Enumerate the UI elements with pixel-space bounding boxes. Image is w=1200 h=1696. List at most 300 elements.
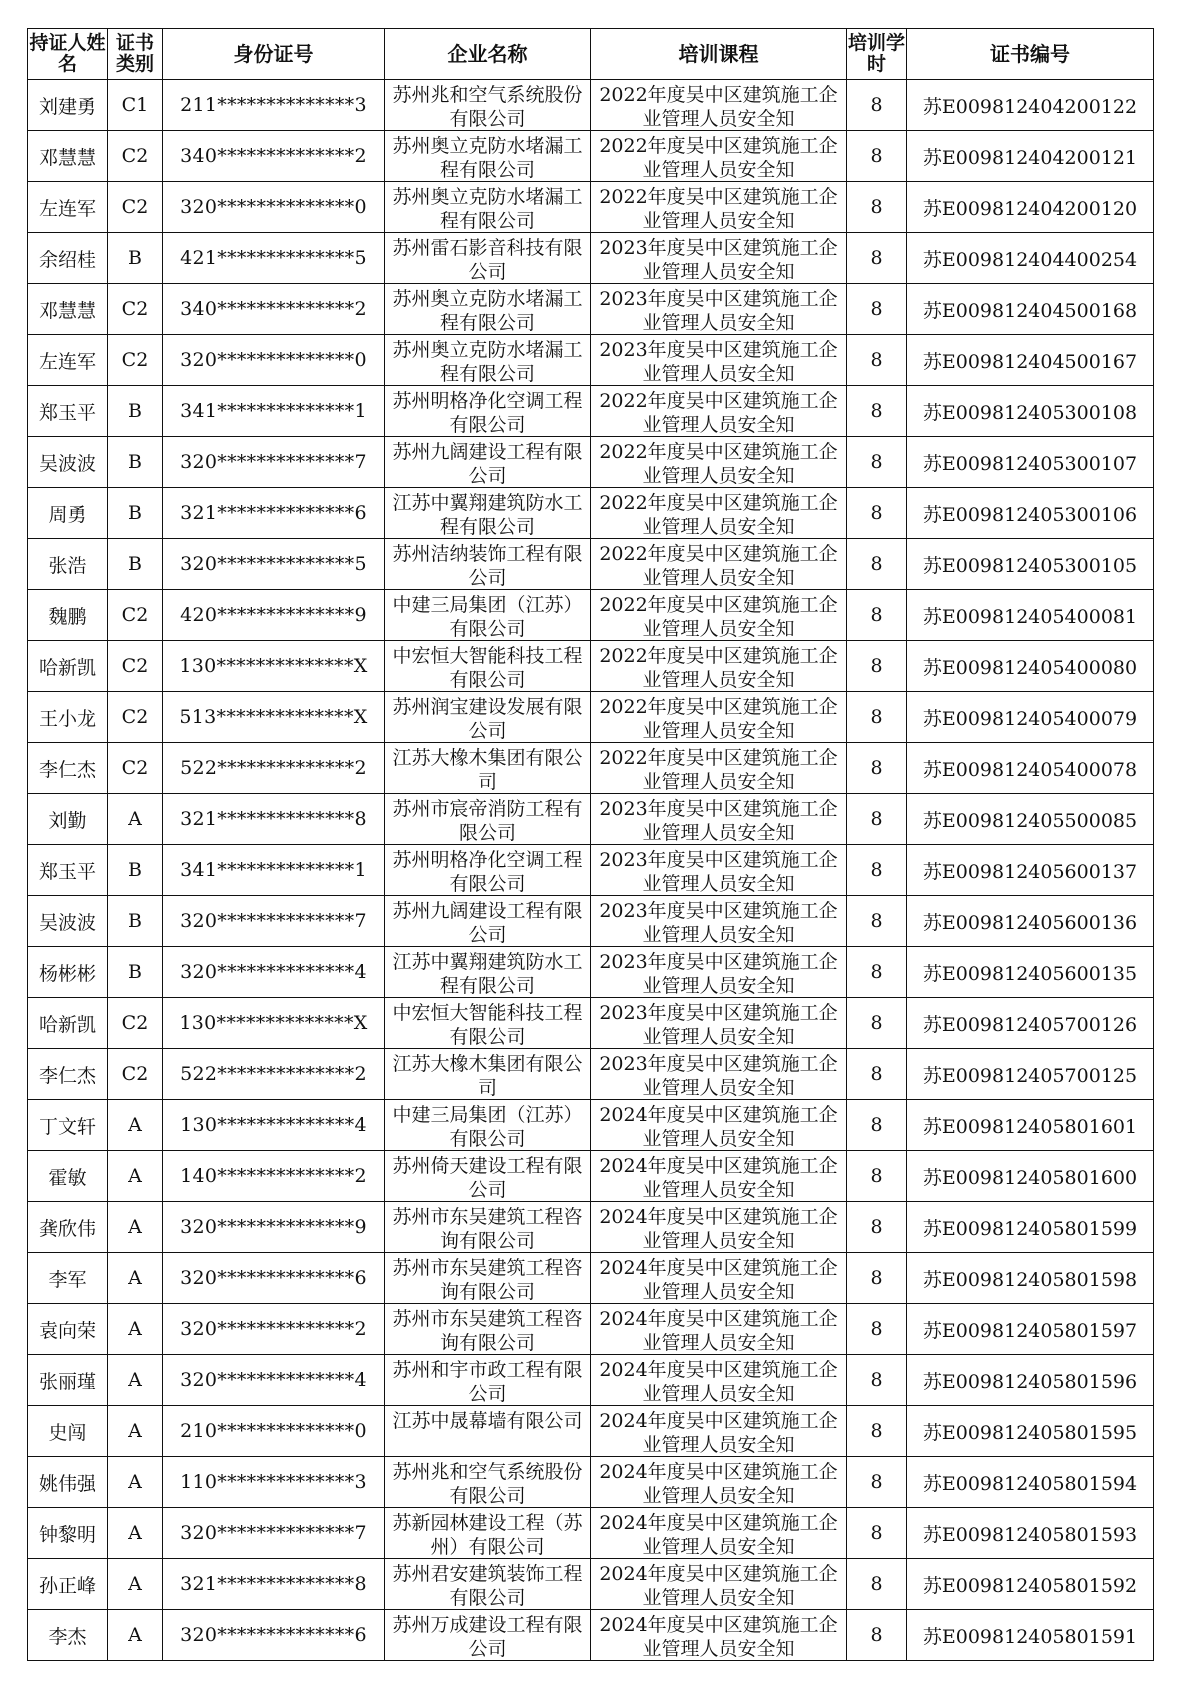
cert-number-cell: 苏E009812404200120 xyxy=(907,182,1154,233)
course-cell xyxy=(591,1508,847,1559)
holder-name-cell: 左连军 xyxy=(28,182,108,233)
cert-number-cell: 苏E009812404200121 xyxy=(907,131,1154,182)
id-number-cell: 110**************3 xyxy=(163,1457,385,1508)
hours-cell: 8 xyxy=(847,896,907,947)
hours-cell: 8 xyxy=(847,1100,907,1151)
table-row xyxy=(28,182,1154,233)
id-number-cell: 320**************7 xyxy=(163,437,385,488)
course-cell-text: 2023年度吴中区建筑施工企业管理人员安全知 xyxy=(599,287,838,333)
company-cell xyxy=(385,1355,591,1406)
course-cell xyxy=(591,1559,847,1610)
course-cell-clip xyxy=(591,184,846,231)
course-cell xyxy=(591,1610,847,1661)
holder-name-cell: 丁文轩 xyxy=(28,1100,108,1151)
course-cell-text: 2023年度吴中区建筑施工企业管理人员安全知 xyxy=(599,338,838,384)
company-cell-text: 苏州九阔建设工程有限公司 xyxy=(392,440,583,486)
company-cell xyxy=(385,947,591,998)
course-cell-clip xyxy=(591,1510,846,1557)
course-cell xyxy=(591,1457,847,1508)
course-cell xyxy=(591,437,847,488)
cert-number-cell: 苏E009812405300105 xyxy=(907,539,1154,590)
cert-number-cell: 苏E009812405400080 xyxy=(907,641,1154,692)
company-cell xyxy=(385,845,591,896)
company-cell-text: 苏州奥立克防水堵漏工程有限公司 xyxy=(392,134,583,180)
table-row xyxy=(28,1610,1154,1661)
header-cert-number: 证书编号 xyxy=(907,29,1154,80)
company-cell xyxy=(385,1151,591,1202)
course-cell-clip xyxy=(591,541,846,588)
cert-number-cell: 苏E009812404500168 xyxy=(907,284,1154,335)
course-cell-clip xyxy=(591,1306,846,1353)
hours-cell: 8 xyxy=(847,590,907,641)
company-cell-text: 苏州洁纳装饰工程有限公司 xyxy=(392,542,583,588)
id-number-cell: 341**************1 xyxy=(163,845,385,896)
company-cell xyxy=(385,1304,591,1355)
cert-type-cell: C2 xyxy=(108,998,163,1049)
company-cell-text: 苏州倚天建设工程有限公司 xyxy=(392,1154,583,1200)
cert-type-cell: B xyxy=(108,488,163,539)
cert-number-cell: 苏E009812405801593 xyxy=(907,1508,1154,1559)
course-cell xyxy=(591,1253,847,1304)
cert-number-cell: 苏E009812404500167 xyxy=(907,335,1154,386)
cert-type-cell: A xyxy=(108,1100,163,1151)
course-cell-clip xyxy=(591,490,846,537)
company-cell xyxy=(385,131,591,182)
cert-type-cell: A xyxy=(108,1559,163,1610)
company-cell xyxy=(385,1253,591,1304)
table-row xyxy=(28,284,1154,335)
holder-name-cell: 郑玉平 xyxy=(28,845,108,896)
id-number-cell: 321**************8 xyxy=(163,1559,385,1610)
course-cell-clip xyxy=(591,235,846,282)
company-cell xyxy=(385,386,591,437)
course-cell-clip xyxy=(591,1102,846,1149)
company-cell-clip xyxy=(385,1204,590,1251)
hours-cell: 8 xyxy=(847,998,907,1049)
course-cell-text: 2024年度吴中区建筑施工企业管理人员安全知 xyxy=(599,1511,838,1557)
hours-cell: 8 xyxy=(847,539,907,590)
holder-name-cell: 李仁杰 xyxy=(28,743,108,794)
hours-cell: 8 xyxy=(847,845,907,896)
company-cell-clip xyxy=(385,1357,590,1404)
course-cell xyxy=(591,233,847,284)
course-cell-clip xyxy=(591,745,846,792)
course-cell xyxy=(591,1304,847,1355)
holder-name-cell: 杨彬彬 xyxy=(28,947,108,998)
id-number-cell: 211**************3 xyxy=(163,80,385,131)
company-cell-text: 苏州君安建筑装饰工程有限公司 xyxy=(392,1562,583,1608)
hours-cell: 8 xyxy=(847,1406,907,1457)
cert-type-cell: B xyxy=(108,233,163,284)
table-row xyxy=(28,1100,1154,1151)
course-cell-clip xyxy=(591,1204,846,1251)
course-cell-clip xyxy=(591,1612,846,1659)
table-row xyxy=(28,692,1154,743)
table-row xyxy=(28,437,1154,488)
company-cell-clip xyxy=(385,235,590,282)
company-cell-text: 中建三局集团（江苏）有限公司 xyxy=(392,593,583,639)
company-cell xyxy=(385,1202,591,1253)
header-hours: 培训学时 xyxy=(847,29,907,80)
hours-cell: 8 xyxy=(847,1253,907,1304)
id-number-cell: 320**************2 xyxy=(163,1304,385,1355)
course-cell-text: 2022年度吴中区建筑施工企业管理人员安全知 xyxy=(599,440,838,486)
id-number-cell: 320**************9 xyxy=(163,1202,385,1253)
course-cell-text: 2023年度吴中区建筑施工企业管理人员安全知 xyxy=(599,236,838,282)
holder-name-cell: 邓慧慧 xyxy=(28,284,108,335)
company-cell-text: 江苏中晟幕墙有限公司 xyxy=(392,1409,583,1432)
cert-type-cell: C1 xyxy=(108,80,163,131)
company-cell xyxy=(385,233,591,284)
course-cell-text: 2023年度吴中区建筑施工企业管理人员安全知 xyxy=(599,1052,838,1098)
holder-name-cell: 魏鹏 xyxy=(28,590,108,641)
cert-number-cell: 苏E009812405801599 xyxy=(907,1202,1154,1253)
company-cell-clip xyxy=(385,847,590,894)
course-cell-text: 2022年度吴中区建筑施工企业管理人员安全知 xyxy=(599,389,838,435)
cert-type-cell: B xyxy=(108,845,163,896)
table-row xyxy=(28,80,1154,131)
company-cell xyxy=(385,1508,591,1559)
id-number-cell: 320**************7 xyxy=(163,1508,385,1559)
id-number-cell: 320**************4 xyxy=(163,1355,385,1406)
company-cell-text: 苏州市宸帝消防工程有限公司 xyxy=(392,797,583,843)
company-cell-clip xyxy=(385,541,590,588)
table-row xyxy=(28,590,1154,641)
company-cell xyxy=(385,488,591,539)
course-cell-clip xyxy=(591,1153,846,1200)
course-cell-text: 2022年度吴中区建筑施工企业管理人员安全知 xyxy=(599,491,838,537)
course-cell-text: 2024年度吴中区建筑施工企业管理人员安全知 xyxy=(599,1409,838,1455)
hours-cell: 8 xyxy=(847,692,907,743)
course-cell xyxy=(591,1100,847,1151)
table-row xyxy=(28,641,1154,692)
hours-cell: 8 xyxy=(847,1049,907,1100)
header-course: 培训课程 xyxy=(591,29,847,80)
id-number-cell: 130**************X xyxy=(163,998,385,1049)
company-cell xyxy=(385,641,591,692)
holder-name-cell: 李杰 xyxy=(28,1610,108,1661)
company-cell-clip xyxy=(385,82,590,129)
company-cell-clip xyxy=(385,1612,590,1659)
course-cell-text: 2024年度吴中区建筑施工企业管理人员安全知 xyxy=(599,1358,838,1404)
cert-type-cell: C2 xyxy=(108,182,163,233)
cert-number-cell: 苏E009812404200122 xyxy=(907,80,1154,131)
holder-name-cell: 哈新凯 xyxy=(28,998,108,1049)
table-row xyxy=(28,1406,1154,1457)
company-cell-text: 苏州万成建设工程有限公司 xyxy=(392,1613,583,1659)
cert-type-cell: A xyxy=(108,1508,163,1559)
table-row xyxy=(28,1508,1154,1559)
cert-type-cell: A xyxy=(108,1355,163,1406)
course-cell-clip xyxy=(591,82,846,129)
company-cell-text: 苏州市东吴建筑工程咨询有限公司 xyxy=(392,1256,583,1302)
course-cell-text: 2022年度吴中区建筑施工企业管理人员安全知 xyxy=(599,542,838,588)
course-cell-clip xyxy=(591,1051,846,1098)
company-cell xyxy=(385,539,591,590)
company-cell-text: 苏州雷石影音科技有限公司 xyxy=(392,236,583,282)
holder-name-cell: 张浩 xyxy=(28,539,108,590)
company-cell-text: 苏州市东吴建筑工程咨询有限公司 xyxy=(392,1205,583,1251)
course-cell xyxy=(591,794,847,845)
holder-name-cell: 余绍桂 xyxy=(28,233,108,284)
table-row xyxy=(28,1202,1154,1253)
course-cell-text: 2022年度吴中区建筑施工企业管理人员安全知 xyxy=(599,644,838,690)
cert-number-cell: 苏E009812405300107 xyxy=(907,437,1154,488)
course-cell xyxy=(591,386,847,437)
course-cell-text: 2024年度吴中区建筑施工企业管理人员安全知 xyxy=(599,1460,838,1506)
course-cell-text: 2023年度吴中区建筑施工企业管理人员安全知 xyxy=(599,797,838,843)
course-cell xyxy=(591,1151,847,1202)
company-cell xyxy=(385,1457,591,1508)
id-number-cell: 210**************0 xyxy=(163,1406,385,1457)
course-cell xyxy=(591,743,847,794)
cert-type-cell: C2 xyxy=(108,335,163,386)
holder-name-cell: 哈新凯 xyxy=(28,641,108,692)
holder-name-cell: 王小龙 xyxy=(28,692,108,743)
id-number-cell: 320**************7 xyxy=(163,896,385,947)
hours-cell: 8 xyxy=(847,1304,907,1355)
company-cell-text: 苏州明格净化空调工程有限公司 xyxy=(392,848,583,894)
company-cell-clip xyxy=(385,1306,590,1353)
course-cell-clip xyxy=(591,388,846,435)
header-holder-name: 持证人姓名 xyxy=(28,29,108,80)
course-cell xyxy=(591,1355,847,1406)
course-cell xyxy=(591,488,847,539)
cert-number-cell: 苏E009812405801592 xyxy=(907,1559,1154,1610)
company-cell-clip xyxy=(385,388,590,435)
course-cell-text: 2024年度吴中区建筑施工企业管理人员安全知 xyxy=(599,1562,838,1608)
hours-cell: 8 xyxy=(847,386,907,437)
holder-name-cell: 史闯 xyxy=(28,1406,108,1457)
table-row xyxy=(28,1355,1154,1406)
company-cell-clip xyxy=(385,184,590,231)
hours-cell: 8 xyxy=(847,1610,907,1661)
id-number-cell: 320**************6 xyxy=(163,1610,385,1661)
id-number-cell: 320**************0 xyxy=(163,182,385,233)
company-cell xyxy=(385,437,591,488)
course-cell-clip xyxy=(591,898,846,945)
table-row xyxy=(28,539,1154,590)
company-cell-clip xyxy=(385,1510,590,1557)
id-number-cell: 341**************1 xyxy=(163,386,385,437)
id-number-cell: 320**************6 xyxy=(163,1253,385,1304)
course-cell-clip xyxy=(591,286,846,333)
table-body xyxy=(28,80,1154,1661)
company-cell-clip xyxy=(385,439,590,486)
holder-name-cell: 左连军 xyxy=(28,335,108,386)
course-cell-text: 2023年度吴中区建筑施工企业管理人员安全知 xyxy=(599,848,838,894)
course-cell xyxy=(591,641,847,692)
course-cell-clip xyxy=(591,1000,846,1047)
company-cell-clip xyxy=(385,286,590,333)
table-row xyxy=(28,488,1154,539)
course-cell-text: 2024年度吴中区建筑施工企业管理人员安全知 xyxy=(599,1154,838,1200)
cert-number-cell: 苏E009812405801596 xyxy=(907,1355,1154,1406)
company-cell-text: 江苏中翼翔建筑防水工程有限公司 xyxy=(392,491,583,537)
header-id-number: 身份证号 xyxy=(163,29,385,80)
course-cell-text: 2024年度吴中区建筑施工企业管理人员安全知 xyxy=(599,1256,838,1302)
id-number-cell: 340**************2 xyxy=(163,131,385,182)
course-cell-text: 2022年度吴中区建筑施工企业管理人员安全知 xyxy=(599,134,838,180)
holder-name-cell: 吴波波 xyxy=(28,437,108,488)
holder-name-cell: 刘建勇 xyxy=(28,80,108,131)
course-cell xyxy=(591,590,847,641)
cert-number-cell: 苏E009812405600135 xyxy=(907,947,1154,998)
cert-number-cell: 苏E009812405400078 xyxy=(907,743,1154,794)
course-cell xyxy=(591,1049,847,1100)
table-row xyxy=(28,1151,1154,1202)
cert-number-cell: 苏E009812405500085 xyxy=(907,794,1154,845)
table-row xyxy=(28,1457,1154,1508)
company-cell-clip xyxy=(385,133,590,180)
holder-name-cell: 孙正峰 xyxy=(28,1559,108,1610)
company-cell xyxy=(385,794,591,845)
course-cell xyxy=(591,80,847,131)
hours-cell: 8 xyxy=(847,947,907,998)
company-cell xyxy=(385,1406,591,1457)
company-cell xyxy=(385,998,591,1049)
company-cell xyxy=(385,1100,591,1151)
course-cell-clip xyxy=(591,1357,846,1404)
holder-name-cell: 龚欣伟 xyxy=(28,1202,108,1253)
company-cell-text: 苏州奥立克防水堵漏工程有限公司 xyxy=(392,287,583,333)
company-cell-text: 苏州兆和空气系统股份有限公司 xyxy=(392,83,583,129)
course-cell xyxy=(591,947,847,998)
hours-cell: 8 xyxy=(847,1559,907,1610)
cert-type-cell: A xyxy=(108,1304,163,1355)
holder-name-cell: 邓慧慧 xyxy=(28,131,108,182)
table-row xyxy=(28,1304,1154,1355)
cert-type-cell: C2 xyxy=(108,284,163,335)
company-cell-clip xyxy=(385,898,590,945)
id-number-cell: 321**************6 xyxy=(163,488,385,539)
company-cell-text: 中建三局集团（江苏）有限公司 xyxy=(392,1103,583,1149)
hours-cell: 8 xyxy=(847,131,907,182)
hours-cell: 8 xyxy=(847,1151,907,1202)
cert-number-cell: 苏E009812405801598 xyxy=(907,1253,1154,1304)
cert-number-cell: 苏E009812405801595 xyxy=(907,1406,1154,1457)
cert-number-cell: 苏E009812405801601 xyxy=(907,1100,1154,1151)
id-number-cell: 522**************2 xyxy=(163,1049,385,1100)
course-cell-clip xyxy=(591,592,846,639)
hours-cell: 8 xyxy=(847,794,907,845)
course-cell-clip xyxy=(591,1408,846,1455)
id-number-cell: 320**************4 xyxy=(163,947,385,998)
cert-number-cell: 苏E009812405700126 xyxy=(907,998,1154,1049)
holder-name-cell: 姚伟强 xyxy=(28,1457,108,1508)
course-cell-text: 2023年度吴中区建筑施工企业管理人员安全知 xyxy=(599,899,838,945)
company-cell xyxy=(385,1610,591,1661)
course-cell-text: 2023年度吴中区建筑施工企业管理人员安全知 xyxy=(599,950,838,996)
hours-cell: 8 xyxy=(847,80,907,131)
company-cell-clip xyxy=(385,1153,590,1200)
company-cell-text: 苏州奥立克防水堵漏工程有限公司 xyxy=(392,185,583,231)
company-cell-clip xyxy=(385,694,590,741)
cert-number-cell: 苏E009812405600136 xyxy=(907,896,1154,947)
course-cell-clip xyxy=(591,949,846,996)
course-cell-clip xyxy=(591,796,846,843)
id-number-cell: 320**************5 xyxy=(163,539,385,590)
cert-number-cell: 苏E009812405400081 xyxy=(907,590,1154,641)
company-cell xyxy=(385,692,591,743)
course-cell xyxy=(591,692,847,743)
course-cell-clip xyxy=(591,439,846,486)
company-cell-clip xyxy=(385,1000,590,1047)
company-cell-clip xyxy=(385,592,590,639)
company-cell-text: 中宏恒大智能科技工程有限公司 xyxy=(392,644,583,690)
company-cell-text: 苏州明格净化空调工程有限公司 xyxy=(392,389,583,435)
course-cell-text: 2023年度吴中区建筑施工企业管理人员安全知 xyxy=(599,1001,838,1047)
course-cell xyxy=(591,284,847,335)
hours-cell: 8 xyxy=(847,233,907,284)
hours-cell: 8 xyxy=(847,743,907,794)
course-cell xyxy=(591,998,847,1049)
table-row xyxy=(28,386,1154,437)
company-cell xyxy=(385,590,591,641)
company-cell-text: 江苏大橡木集团有限公司 xyxy=(392,1052,583,1098)
hours-cell: 8 xyxy=(847,1202,907,1253)
cert-type-cell: A xyxy=(108,1202,163,1253)
cert-number-cell: 苏E009812405801591 xyxy=(907,1610,1154,1661)
cert-number-cell: 苏E009812405700125 xyxy=(907,1049,1154,1100)
company-cell-clip xyxy=(385,490,590,537)
company-cell-text: 苏州兆和空气系统股份有限公司 xyxy=(392,1460,583,1506)
table-row xyxy=(28,335,1154,386)
course-cell-clip xyxy=(591,694,846,741)
company-cell xyxy=(385,80,591,131)
company-cell-text: 苏新园林建设工程（苏州）有限公司 xyxy=(392,1511,583,1557)
id-number-cell: 130**************X xyxy=(163,641,385,692)
hours-cell: 8 xyxy=(847,1355,907,1406)
course-cell xyxy=(591,182,847,233)
company-cell-text: 江苏大橡木集团有限公司 xyxy=(392,746,583,792)
company-cell-text: 苏州和宇市政工程有限公司 xyxy=(392,1358,583,1404)
cert-type-cell: A xyxy=(108,1457,163,1508)
company-cell-clip xyxy=(385,745,590,792)
cert-type-cell: C2 xyxy=(108,641,163,692)
hours-cell: 8 xyxy=(847,335,907,386)
course-cell xyxy=(591,1202,847,1253)
holder-name-cell: 李仁杰 xyxy=(28,1049,108,1100)
course-cell-text: 2022年度吴中区建筑施工企业管理人员安全知 xyxy=(599,83,838,129)
company-cell-clip xyxy=(385,1102,590,1149)
cert-number-cell: 苏E009812405600137 xyxy=(907,845,1154,896)
table-row xyxy=(28,1049,1154,1100)
cert-type-cell: A xyxy=(108,1253,163,1304)
company-cell-text: 苏州润宝建设发展有限公司 xyxy=(392,695,583,741)
table-row xyxy=(28,233,1154,284)
course-cell-text: 2022年度吴中区建筑施工企业管理人员安全知 xyxy=(599,185,838,231)
cert-type-cell: C2 xyxy=(108,743,163,794)
company-cell xyxy=(385,896,591,947)
course-cell-text: 2024年度吴中区建筑施工企业管理人员安全知 xyxy=(599,1205,838,1251)
course-cell-clip xyxy=(591,847,846,894)
course-cell xyxy=(591,845,847,896)
cert-type-cell: C2 xyxy=(108,590,163,641)
company-cell-clip xyxy=(385,1408,590,1455)
holder-name-cell: 霍敏 xyxy=(28,1151,108,1202)
company-cell-text: 中宏恒大智能科技工程有限公司 xyxy=(392,1001,583,1047)
company-cell-text: 江苏中翼翔建筑防水工程有限公司 xyxy=(392,950,583,996)
company-cell-clip xyxy=(385,1051,590,1098)
table-row xyxy=(28,1253,1154,1304)
course-cell-text: 2022年度吴中区建筑施工企业管理人员安全知 xyxy=(599,593,838,639)
hours-cell: 8 xyxy=(847,1457,907,1508)
cert-number-cell: 苏E009812405400079 xyxy=(907,692,1154,743)
holder-name-cell: 郑玉平 xyxy=(28,386,108,437)
holder-name-cell: 吴波波 xyxy=(28,896,108,947)
table-row xyxy=(28,998,1154,1049)
